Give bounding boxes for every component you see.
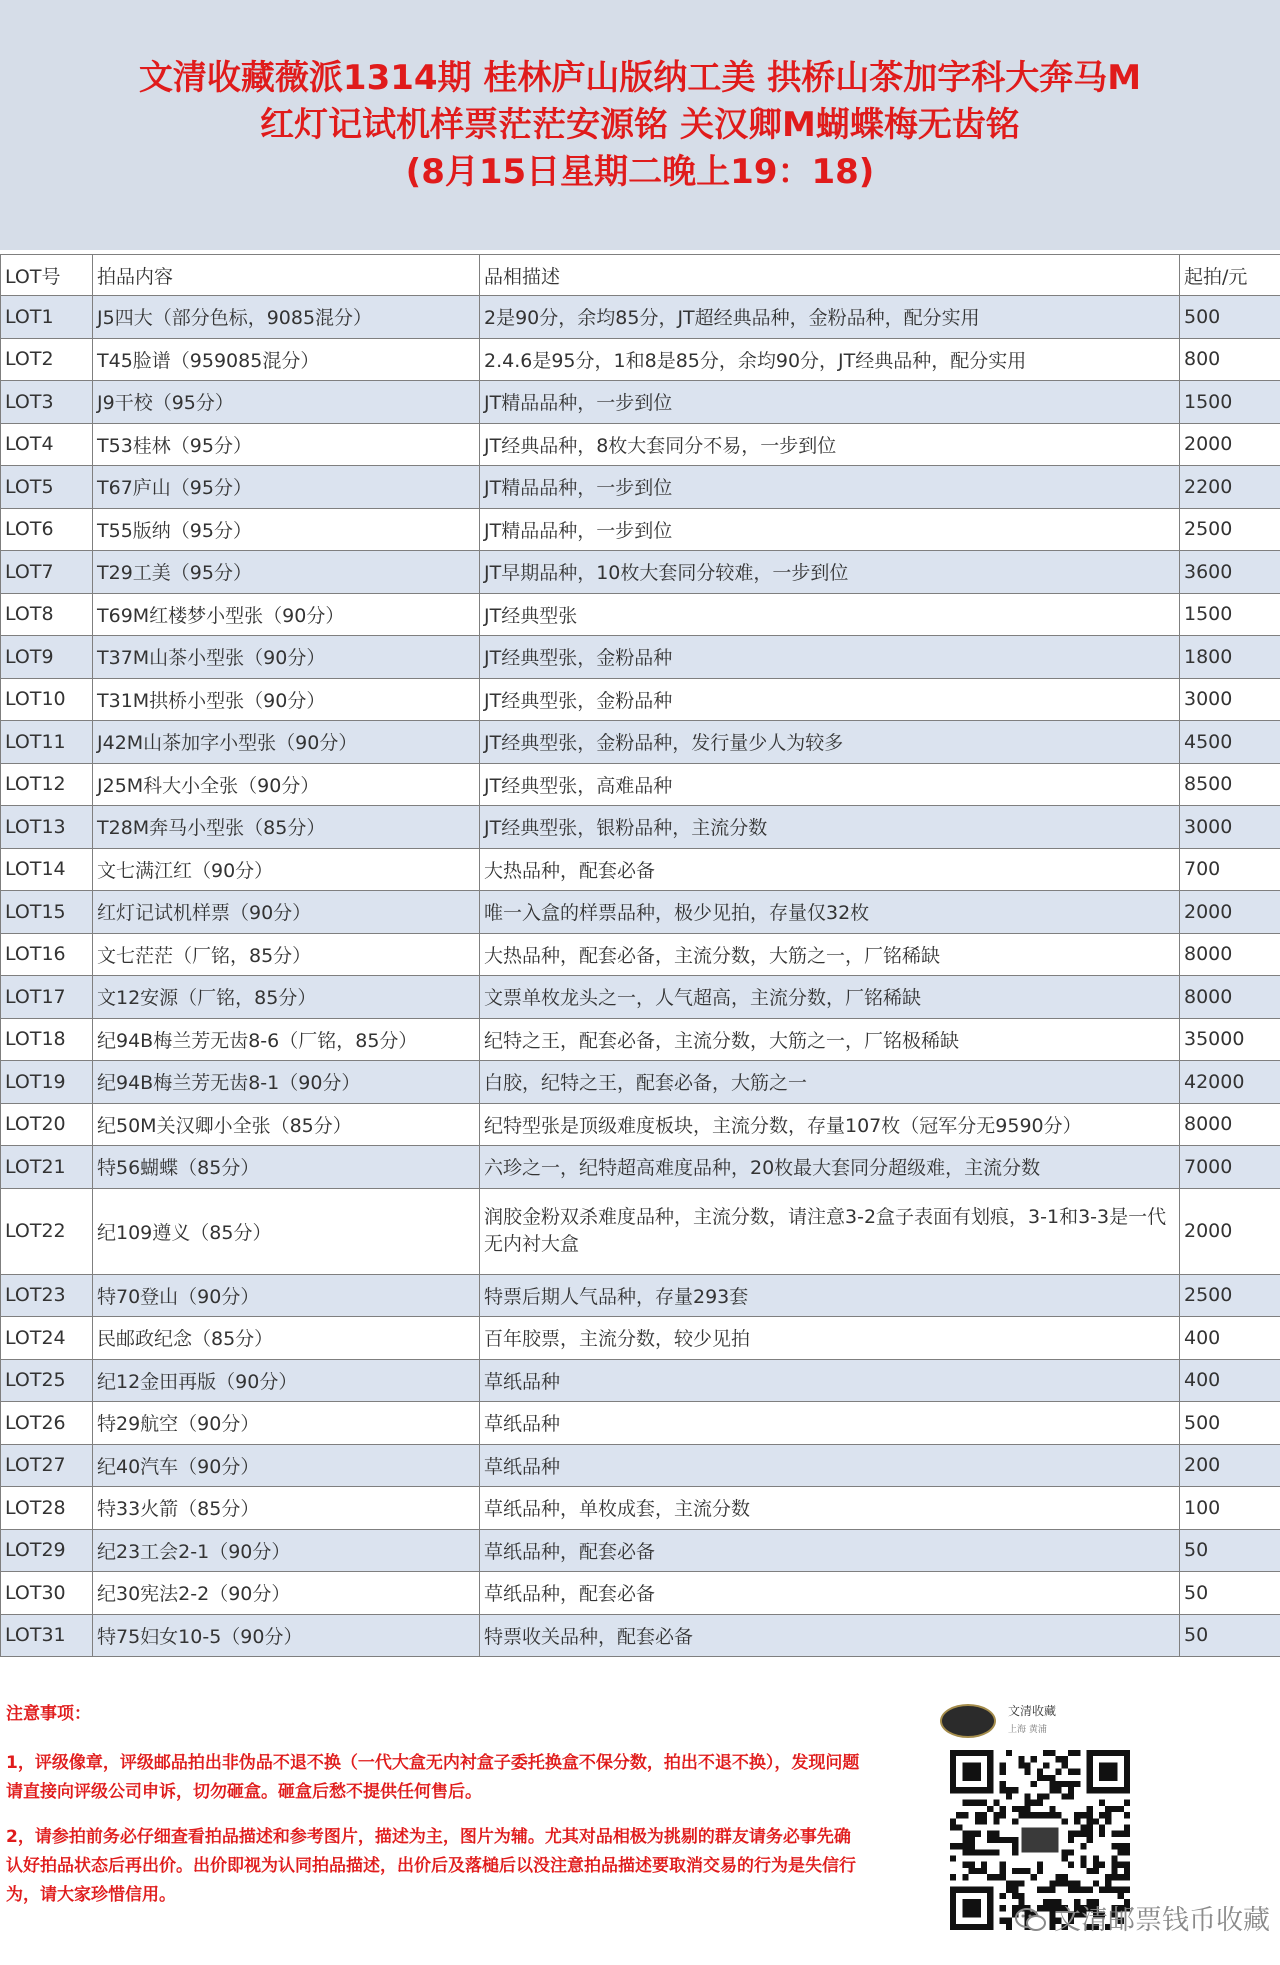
qr-brand-location: 上海 黄浦 [1008,1725,1047,1735]
lot-number-cell: LOT3 [1,381,93,424]
starting-price-cell: 7000 [1180,1146,1280,1189]
description-cell: 纪特型张是顶级难度板块，主流分数，存量107枚（冠军分无9590分） [480,1103,1180,1146]
lot-number-cell: LOT8 [1,593,93,636]
description-cell: JT精品品种，一步到位 [480,466,1180,509]
description-cell: JT经典型张，高难品种 [480,763,1180,806]
starting-price-cell: 800 [1180,338,1280,381]
title-line-1: 文清收藏薇派1314期 桂林庐山版纳工美 拱桥山茶加字科大奔马M [138,57,1142,98]
table-row [1,1402,1280,1445]
lot-number-cell: LOT17 [1,976,93,1019]
item-content-cell: 纪94B梅兰芳无齿8-1（90分） [93,1061,480,1104]
item-content-cell: J25M科大小全张（90分） [93,763,480,806]
starting-price-cell: 2000 [1180,423,1280,466]
description-cell: 唯一入盒的样票品种，极少见拍，存量仅32枚 [480,891,1180,934]
lot-rows [1,296,1280,1657]
item-content-cell: T55版纳（95分） [93,508,480,551]
lot-number-cell: LOT27 [1,1444,93,1487]
item-content-cell: 红灯记试机样票（90分） [93,891,480,934]
description-cell: 大热品种，配套必备，主流分数，大筋之一，厂铭稀缺 [480,933,1180,976]
starting-price-cell: 42000 [1180,1061,1280,1104]
description-cell: 草纸品种 [480,1444,1180,1487]
starting-price-cell: 1500 [1180,593,1280,636]
starting-price-cell: 8000 [1180,1103,1280,1146]
lot-number-cell: LOT15 [1,891,93,934]
description-cell: 纪特之王，配套必备，主流分数，大筋之一，厂铭极稀缺 [480,1018,1180,1061]
description-cell: 文票单枚龙头之一，人气超高，主流分数，厂铭稀缺 [480,976,1180,1019]
account-watermark [0,1898,1270,1937]
item-content-cell: 纪50M关汉卿小全张（85分） [93,1103,480,1146]
lot-number-cell: LOT28 [1,1487,93,1530]
item-content-cell: J9干校（95分） [93,381,480,424]
starting-price-cell: 200 [1180,1444,1280,1487]
starting-price-cell: 500 [1180,296,1280,339]
starting-price-cell: 2200 [1180,466,1280,509]
lot-number-cell: LOT25 [1,1359,93,1402]
table-row [1,466,1280,509]
description-cell: 2是90分，余均85分，JT超经典品种，金粉品种，配分实用 [480,296,1180,339]
item-content-cell: T53桂林（95分） [93,423,480,466]
item-content-cell: T45脸谱（959085混分） [93,338,480,381]
lot-number-cell: LOT4 [1,423,93,466]
item-content-cell: 文七满江红（90分） [93,848,480,891]
starting-price-cell: 3000 [1180,678,1280,721]
table-row [1,891,1280,934]
table-row [1,1146,1280,1189]
table-row [1,721,1280,764]
item-content-cell: 文12安源（厂铭，85分） [93,976,480,1019]
description-cell: JT早期品种，10枚大套同分较难，一步到位 [480,551,1180,594]
table-row [1,976,1280,1019]
description-cell: JT精品品种，一步到位 [480,381,1180,424]
lot-number-cell: LOT20 [1,1103,93,1146]
item-content-cell: 纪40汽车（90分） [93,1444,480,1487]
starting-price-cell: 500 [1180,1402,1280,1445]
table-row [1,423,1280,466]
description-cell: 草纸品种 [480,1359,1180,1402]
table-row [1,593,1280,636]
item-content-cell: 民邮政纪念（85分） [93,1317,480,1360]
description-cell: 大热品种，配套必备 [480,848,1180,891]
item-content-cell: 特33火箭（85分） [93,1487,480,1530]
lot-number-cell: LOT5 [1,466,93,509]
lot-number-cell: LOT6 [1,508,93,551]
starting-price-cell: 3000 [1180,806,1280,849]
starting-price-cell: 50 [1180,1572,1280,1615]
table-row [1,508,1280,551]
description-cell: JT经典型张 [480,593,1180,636]
item-content-cell: 纪30宪法2-2（90分） [93,1572,480,1615]
table-row [1,1444,1280,1487]
lot-number-cell: LOT12 [1,763,93,806]
item-content-cell: 文七茫茫（厂铭，85分） [93,933,480,976]
lot-number-cell: LOT29 [1,1529,93,1572]
description-cell: 草纸品种，单枚成套，主流分数 [480,1487,1180,1530]
description-cell: JT经典品种，8枚大套同分不易，一步到位 [480,423,1180,466]
lot-number-cell: LOT30 [1,1572,93,1615]
starting-price-cell: 2000 [1180,1188,1280,1274]
starting-price-cell: 8000 [1180,933,1280,976]
starting-price-cell: 50 [1180,1614,1280,1657]
item-content-cell: T31M拱桥小型张（90分） [93,678,480,721]
notice-item-2: 2，请参拍前务必仔细查看拍品描述和参考图片，描述为主，图片为辅。尤其对品相极为挑剔的群友请务必事先确认好拍品状态后再出价。出价即视为认同拍品描述，出价后及落槌后以没注意拍品描述要取消交易的行为是失信行为，请大家珍惜信用。 [6,1827,856,1905]
header-condition-description: 品相描述 [480,255,1180,296]
description-cell: JT经典型张，金粉品种，发行量少人为较多 [480,721,1180,764]
starting-price-cell: 2500 [1180,508,1280,551]
header-lot-number: LOT号 [1,255,93,296]
lot-number-cell: LOT2 [1,338,93,381]
table-row [1,1274,1280,1317]
lot-number-cell: LOT31 [1,1614,93,1657]
description-cell: JT精品品种，一步到位 [480,508,1180,551]
lot-number-cell: LOT13 [1,806,93,849]
description-cell: 特票后期人气品种，存量293套 [480,1274,1180,1317]
table-row [1,636,1280,679]
starting-price-cell: 35000 [1180,1018,1280,1061]
auction-title-banner [0,0,1280,250]
table-row [1,1317,1280,1360]
item-content-cell: T28M奔马小型张（85分） [93,806,480,849]
starting-price-cell: 3600 [1180,551,1280,594]
description-cell: 草纸品种 [480,1402,1180,1445]
notice-title: 注意事项： [6,1704,91,1724]
table-row [1,551,1280,594]
lot-number-cell: LOT21 [1,1146,93,1189]
description-cell: JT经典型张，银粉品种，主流分数 [480,806,1180,849]
description-cell: 草纸品种，配套必备 [480,1529,1180,1572]
starting-price-cell: 4500 [1180,721,1280,764]
title-line-3-date: (8月15日星期二晚上19：18) [405,151,875,192]
starting-price-cell: 1500 [1180,381,1280,424]
lot-number-cell: LOT19 [1,1061,93,1104]
item-content-cell: 纪23工会2-1（90分） [93,1529,480,1572]
description-cell: 特票收关品种，配套必备 [480,1614,1180,1657]
description-cell: 润胶金粉双杀难度品种，主流分数，请注意3-2盒子表面有划痕，3-1和3-3是一代无内衬大盒 [480,1188,1180,1274]
starting-price-cell: 8500 [1180,763,1280,806]
table-row [1,1614,1280,1657]
item-content-cell: 特70登山（90分） [93,1274,480,1317]
lot-number-cell: LOT10 [1,678,93,721]
description-cell: 白胶，纪特之王，配套必备，大筋之一 [480,1061,1180,1104]
starting-price-cell: 2500 [1180,1274,1280,1317]
starting-price-cell: 1800 [1180,636,1280,679]
item-content-cell: 特29航空（90分） [93,1402,480,1445]
notice-section [6,1700,866,1926]
table-row [1,1018,1280,1061]
item-content-cell: 特56蝴蝶（85分） [93,1146,480,1189]
table-row [1,1188,1280,1274]
starting-price-cell: 8000 [1180,976,1280,1019]
description-cell: 六珍之一，纪特超高难度品种，20枚最大套同分超级难，主流分数 [480,1146,1180,1189]
table-row [1,1572,1280,1615]
lot-number-cell: LOT24 [1,1317,93,1360]
item-content-cell: J42M山茶加字小型张（90分） [93,721,480,764]
wechat-icon [1014,1907,1048,1933]
table-row [1,933,1280,976]
item-content-cell: T69M红楼梦小型张（90分） [93,593,480,636]
lot-number-cell: LOT14 [1,848,93,891]
qr-brand-name: 文清收藏 [1008,1704,1057,1718]
starting-price-cell: 100 [1180,1487,1280,1530]
notice-item-1: 1，评级像章，评级邮品拍出非伪品不退不换（一代大盒无内衬盒子委托换盒不保分数，拍出不退不换），发现问题请直接向评级公司申诉，切勿砸盒。砸盒后愁不提供任何售后。 [6,1753,860,1802]
lot-number-cell: LOT16 [1,933,93,976]
item-content-cell: T37M山茶小型张（90分） [93,636,480,679]
watermark-text: 文清邮票钱币收藏 [1054,1905,1270,1936]
table-row [1,381,1280,424]
lot-number-cell: LOT22 [1,1188,93,1274]
lot-number-cell: LOT23 [1,1274,93,1317]
starting-price-cell: 700 [1180,848,1280,891]
starting-price-cell: 400 [1180,1359,1280,1402]
brand-seal-icon [940,1704,996,1738]
lot-number-cell: LOT1 [1,296,93,339]
starting-price-cell: 50 [1180,1529,1280,1572]
item-content-cell: 纪109遵义（85分） [93,1188,480,1274]
table-row [1,338,1280,381]
item-content-cell: T29工美（95分） [93,551,480,594]
item-content-cell: 特75妇女10-5（90分） [93,1614,480,1657]
table-row [1,1061,1280,1104]
lot-number-cell: LOT9 [1,636,93,679]
title-line-2: 红灯记试机样票茫茫安源铭 关汉卿M蝴蝶梅无齿铭 [260,104,1020,145]
table-row [1,763,1280,806]
table-row [1,1529,1280,1572]
table-row [1,1487,1280,1530]
auction-lot-table [0,254,1280,1657]
header-item-content: 拍品内容 [93,255,480,296]
table-row [1,1103,1280,1146]
item-content-cell: J5四大（部分色标，9085混分） [93,296,480,339]
lot-number-cell: LOT18 [1,1018,93,1061]
description-cell: 2.4.6是95分，1和8是85分，余均90分，JT经典品种，配分实用 [480,338,1180,381]
table-row [1,806,1280,849]
starting-price-cell: 2000 [1180,891,1280,934]
table-row [1,296,1280,339]
description-cell: JT经典型张，金粉品种 [480,636,1180,679]
table-row [1,1359,1280,1402]
item-content-cell: 纪94B梅兰芳无齿8-6（厂铭，85分） [93,1018,480,1061]
qr-brand [940,1704,1160,1740]
table-header-row [1,255,1280,296]
table-row [1,678,1280,721]
item-content-cell: 纪12金田再版（90分） [93,1359,480,1402]
lot-number-cell: LOT7 [1,551,93,594]
header-starting-price: 起拍/元 [1180,255,1280,296]
lot-number-cell: LOT11 [1,721,93,764]
item-content-cell: T67庐山（95分） [93,466,480,509]
description-cell: 草纸品种，配套必备 [480,1572,1180,1615]
table-row [1,848,1280,891]
starting-price-cell: 400 [1180,1317,1280,1360]
lot-number-cell: LOT26 [1,1402,93,1445]
description-cell: JT经典型张，金粉品种 [480,678,1180,721]
description-cell: 百年胶票，主流分数，较少见拍 [480,1317,1180,1360]
